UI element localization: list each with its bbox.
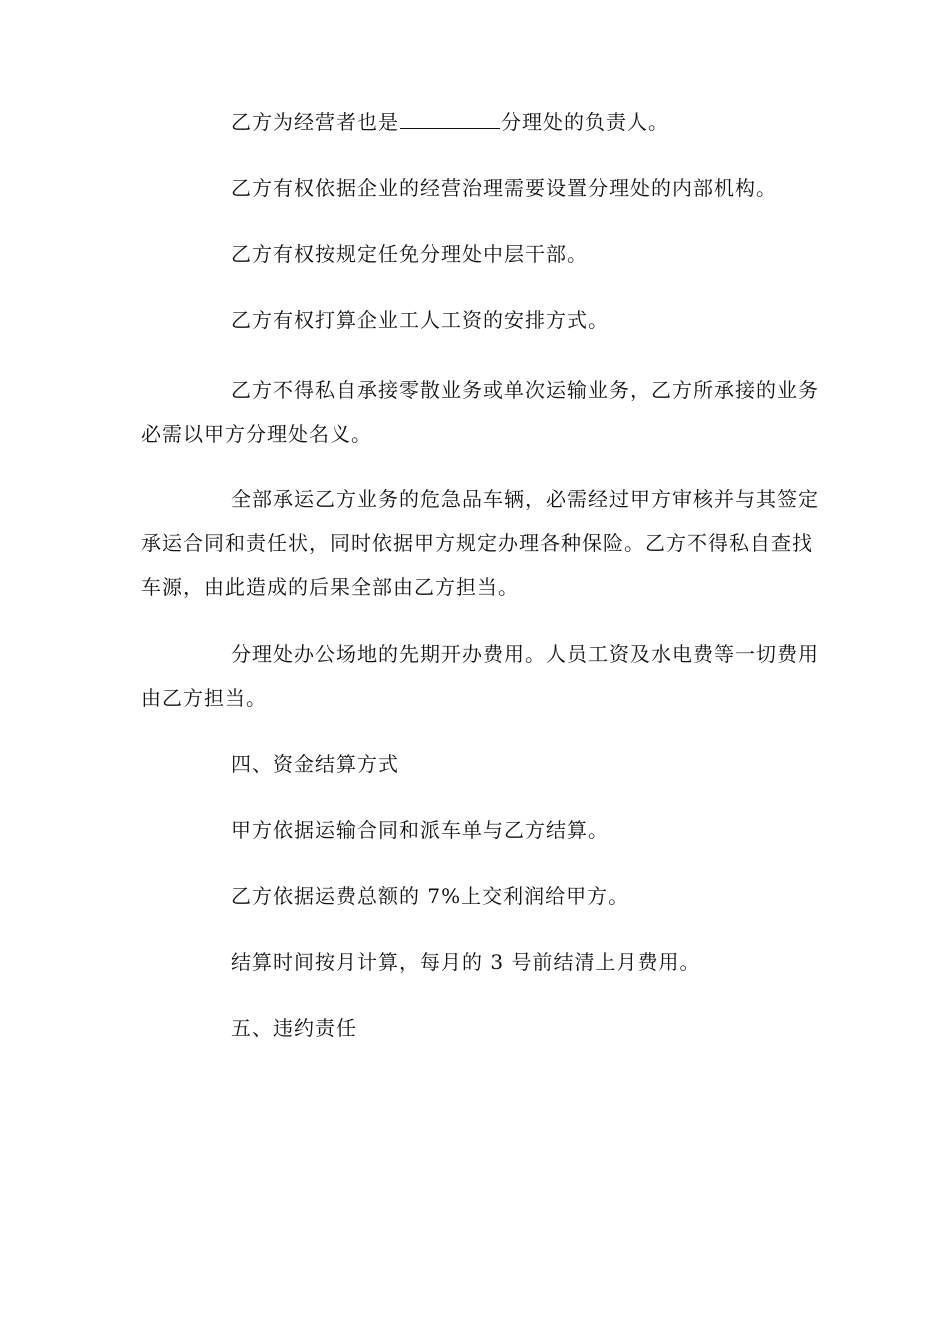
- paragraph-wage-arrangement: 乙方有权打算企业工人工资的安排方式。: [231, 308, 609, 332]
- paragraph-settlement-basis: 甲方依据运输合同和派车单与乙方结算。: [231, 818, 609, 842]
- fill-in-blank: [400, 127, 500, 129]
- paragraph-office-costs: 分理处办公场地的先期开办费用。人员工资及水电费等一切费用由乙方担当。: [141, 642, 819, 710]
- paragraph-no-private-business: 乙方不得私自承接零散业务或单次运输业务，乙方所承接的业务必需以甲方分理处名义。: [141, 378, 819, 446]
- paragraph-text-after-blank: 分理处的负责人。: [501, 110, 669, 134]
- section-heading-settlement: 四、资金结算方式: [231, 752, 399, 776]
- paragraph-profit-share: 乙方依据运费总额的 7%上交利润给甲方。: [231, 884, 630, 908]
- section-heading-liability: 五、违约责任: [231, 1016, 357, 1040]
- paragraph-internal-structure: 乙方有权依据企业的经营治理需要设置分理处的内部机构。: [231, 176, 777, 200]
- paragraph-text-before-blank: 乙方为经营者也是: [231, 110, 399, 134]
- paragraph-hazard-vehicles: 全部承运乙方业务的危急品车辆，必需经过甲方审核并与其签定承运合同和责任状，同时依据甲方规定办理各种保险。乙方不得私自查找车源，由此造成的后果全部由乙方担当。: [141, 487, 819, 599]
- paragraph-settlement-time: 结算时间按月计算，每月的 3 号前结清上月费用。: [231, 950, 701, 974]
- paragraph-appoint-cadres: 乙方有权按规定任免分理处中层干部。: [231, 242, 588, 266]
- paragraph-operator-responsible: [141, 100, 821, 144]
